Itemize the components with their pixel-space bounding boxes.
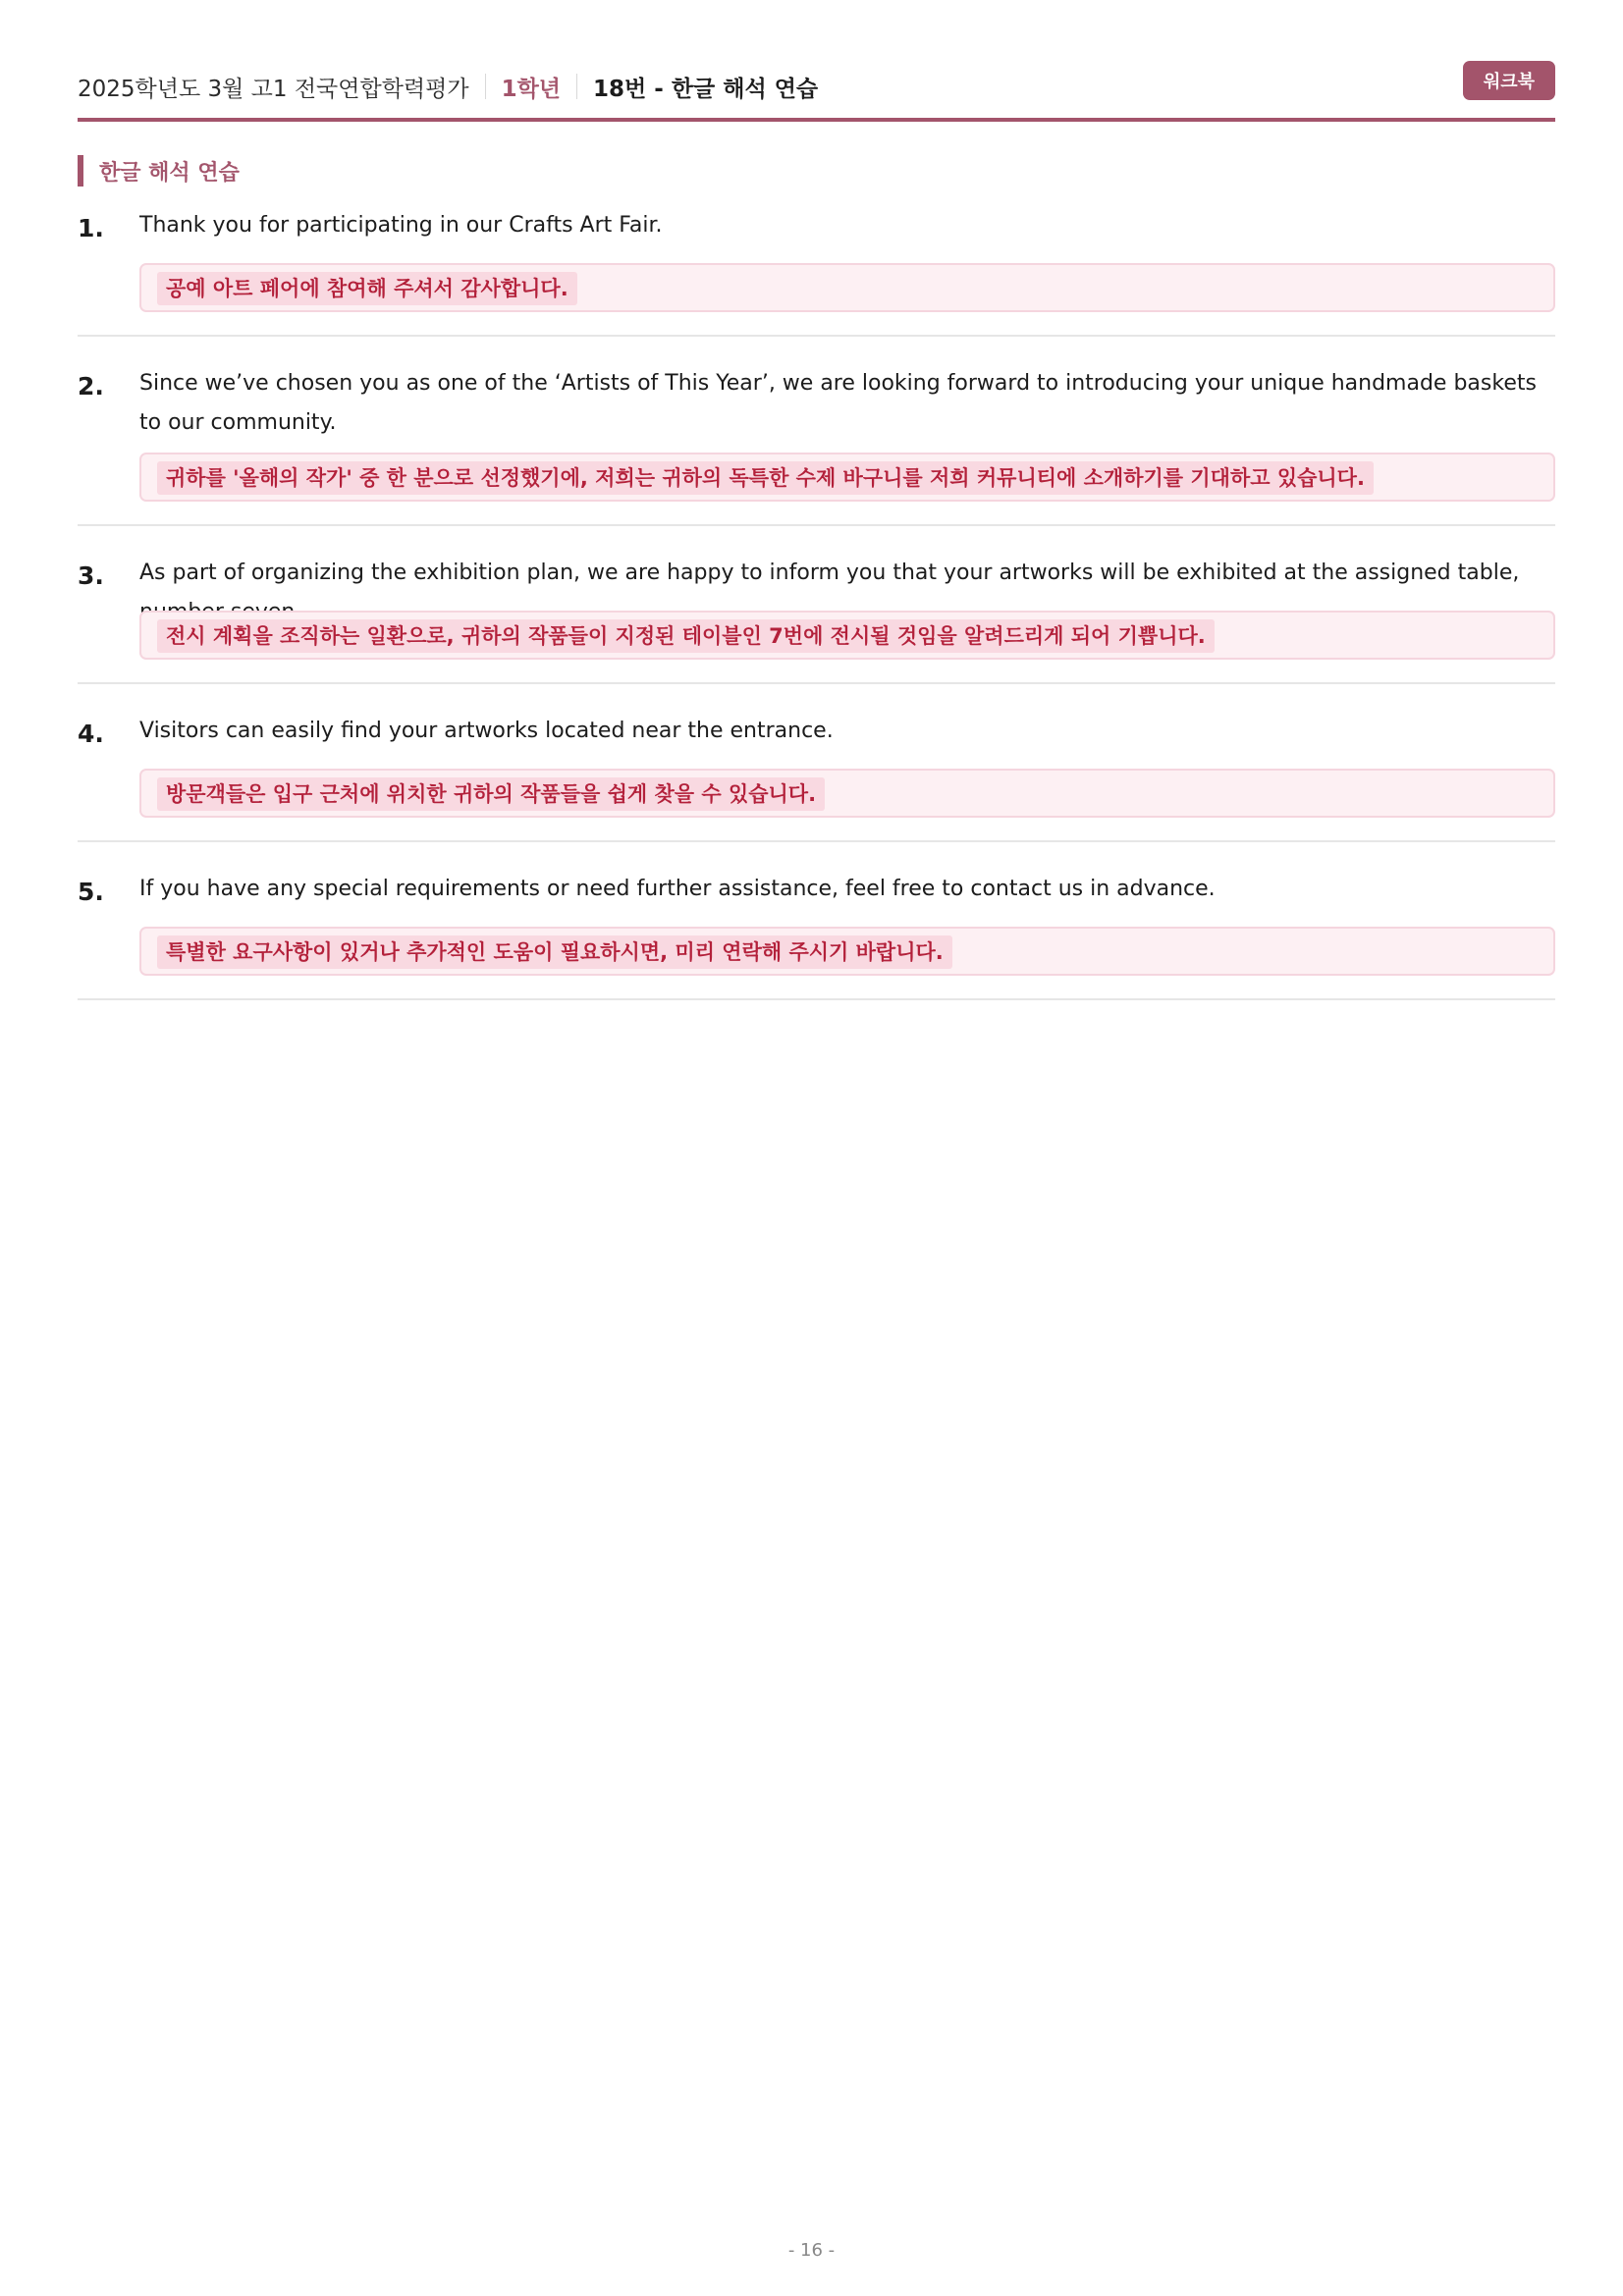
item-divider [78, 335, 1555, 337]
page-header [78, 61, 1555, 120]
korean-translation-box [139, 769, 1555, 818]
korean-translation-box [139, 927, 1555, 976]
section-title: 한글 해석 연습 [78, 155, 240, 187]
header-divider [485, 74, 486, 99]
english-sentence: As part of organizing the exhibition plan, we are happy to inform you that your artworks will be exhibited at the assigned table, [139, 561, 1520, 585]
korean-translation: 방문객들은 입구 근처에 위치한 귀하의 작품들을 쉽게 찾을 수 있습니다. [157, 777, 825, 811]
korean-translation-box [139, 263, 1555, 312]
korean-translation-box [139, 453, 1555, 502]
korean-translation: 공예 아트 페어에 참여해 주셔서 감사합니다. [157, 272, 577, 305]
item-number: 2. [78, 372, 104, 400]
exam-title: 2025학년도 3월 고1 전국연합학력평가 [78, 76, 469, 102]
item-divider [78, 524, 1555, 526]
item-number: 3. [78, 561, 104, 590]
header-rule [78, 118, 1555, 122]
workbook-badge: 워크북 [1463, 61, 1555, 100]
item-number: 1. [78, 214, 104, 242]
grade-label: 1학년 [501, 76, 562, 102]
korean-translation-box [139, 611, 1555, 660]
korean-translation: 전시 계획을 조직하는 일환으로, 귀하의 작품들이 지정된 테이블인 7번에 전시될 것임을 알려드리게 되어 기쁩니다. [157, 619, 1215, 653]
item-divider [78, 998, 1555, 1000]
workbook-page [78, 0, 1555, 2296]
english-sentence: Thank you for participating in our Crafts Art Fair. [139, 213, 663, 238]
english-sentence: If you have any special requirements or need further assistance, feel free to contact us in advance. [139, 877, 1216, 901]
korean-translation: 특별한 요구사항이 있거나 추가적인 도움이 필요하시면, 미리 연락해 주시기 바랍니다. [157, 935, 952, 969]
item-divider [78, 840, 1555, 842]
english-sentence: Since we’ve chosen you as one of the ‘Artists of This Year’, we are looking forward to introducing your unique handmade baskets to our community. [139, 371, 1537, 435]
item-number: 5. [78, 878, 104, 906]
page-number: - 16 - [787, 2240, 836, 2261]
header-divider [576, 74, 577, 99]
korean-translation: 귀하를 '올해의 작가' 중 한 분으로 선정했기에, 저희는 귀하의 독특한 수제 바구니를 저희 커뮤니티에 소개하기를 기대하고 있습니다. [157, 461, 1374, 495]
topic-title: 18번 - 한글 해석 연습 [593, 76, 819, 102]
item-divider [78, 682, 1555, 684]
english-sentence: Visitors can easily find your artworks located near the entrance. [139, 719, 834, 743]
header-breadcrumb [78, 69, 818, 104]
item-number: 4. [78, 720, 104, 748]
